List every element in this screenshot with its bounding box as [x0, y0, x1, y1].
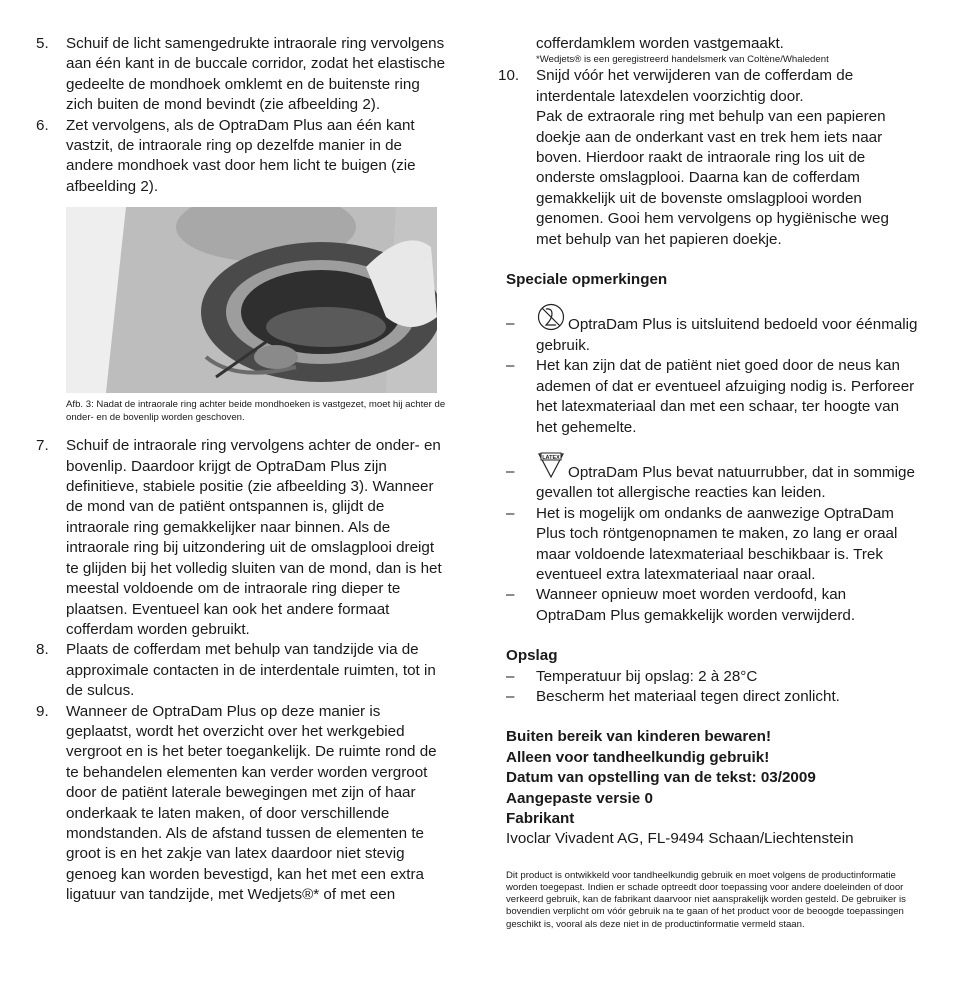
manufacturer-address: Ivoclar Vivadent AG, FL-9494 Schaan/Liechtenstein	[506, 830, 854, 848]
storage-temperature	[506, 667, 918, 687]
special-note-text: Het is mogelijk om ondanks de aanwezige OptraDam Plus toch röntgenopnamen te maken, zo lang er oraal maar voldoende latexmateriaal beschikbaar is. Trek eventueel extra latexmateriaal naar oraal.	[536, 504, 898, 583]
storage-text: Temperatuur bij opslag: 2 à 28°C	[536, 667, 758, 685]
special-note-text: OptraDam Plus bevat natuurrubber, dat in sommige gevallen tot allergische reacties kan leiden.	[536, 463, 915, 502]
special-note-text: Wanneer opnieuw moet worden verdoofd, kan OptraDam Plus gemakkelijk worden verwijderd.	[536, 586, 856, 624]
storage-sunlight	[506, 687, 918, 707]
dash-marker: –	[506, 462, 515, 480]
special-note-breathing	[506, 356, 918, 438]
latex-icon	[536, 450, 566, 480]
step-text: Wanneer de OptraDam Plus op deze manier is geplaatst, wordt het overzicht over het werkgebied vergroot en is het beter toegankelijk. De ruimte rond de te behandelen elementen kan verder worden vergroot door de patiënt laterale bewegingen met zijn of haar onderkaak te laten maken, of door verschillende mondstanden. Als de afstand tussen de elementen te groot is en het zakje van latex daardoor niet stevig genoeg kan worden bevestigd, kan het met een extra ligatuur van tandzijde, met Wedjets®* of met een	[66, 702, 437, 904]
step-number: 8.	[36, 641, 49, 659]
special-note-text: OptraDam Plus is uitsluitend bedoeld voor éénmalig gebruik.	[536, 316, 918, 354]
manufacturer-heading: Fabrikant	[506, 810, 575, 827]
photo-illustration	[66, 207, 437, 393]
step-text: Schuif de intraorale ring vervolgens achter de onder- en bovenlip. Daardoor krijgt de OptraDam Plus zijn definitieve, stabiele positie (zie afbeelding 3). Wanneer de mond van de patiënt ontspannen is, glijdt de intraorale ring gemakkelijker naar binnen. Als de intraorale ring bij uitzondering uit de omslagplooi dreigt te glijden bij het volledig sluiten van de mond, dan is het meestal voldoende om de intraorale ring dieper te plaatsen. Eventueel kan ook het andere formaat cofferdam worden gebruikt.	[66, 437, 442, 638]
figure-caption: Afb. 3: Nadat de intraorale ring achter beide mondhoeken is vastgezet, moet hij achter de onder- en de bovenlip worden geschoven.	[66, 399, 446, 424]
step-text: Zet vervolgens, als de OptraDam Plus aan één kant vastzit, de intraorale ring op dezelfde manier in de andere mondhoek vast door hem licht te buigen (zie afbeelding 2).	[66, 116, 416, 195]
latex-icon-label: LATEX	[542, 454, 560, 461]
special-note-anaesthesia	[506, 585, 918, 626]
dash-marker: –	[506, 687, 515, 705]
warning-children: Buiten bereik van kinderen bewaren!	[506, 728, 772, 746]
disclaimer: Dit product is ontwikkeld voor tandheelkundig gebruik en moet volgens de productinformatie worden toegepast. Indien er schade optreedt door toepassing voor andere doeleinden of door verkeerd gebruik, kan de fabrikant daarvoor niet aansprakelijk worden gesteld. De gebruiker is bovendien verplicht om vóór gebruik na te gaan of het product voor de beoogde toepassingen geschikt is, vooral als deze niet in de productinformatie vermeld staan.	[506, 869, 906, 930]
step-text: Snijd vóór het verwijderen van de cofferdam de interdentale latexdelen voorzichtig door.	[536, 67, 854, 105]
dash-marker: –	[506, 504, 515, 522]
step-9	[36, 702, 448, 906]
dash-marker: –	[506, 315, 515, 333]
special-note-xray	[506, 504, 918, 586]
version: Aangepaste versie 0	[506, 789, 653, 807]
dash-marker: –	[506, 357, 515, 375]
step-number: 7.	[36, 437, 49, 455]
special-note-single-use	[506, 302, 918, 356]
special-notes-heading: Speciale opmerkingen	[506, 271, 668, 289]
step-text: Plaats de cofferdam met behulp van tandzijde via de approximale contacten in de interdentale ruimten, tot in de sulcus.	[66, 641, 436, 700]
step-5	[36, 34, 448, 116]
step-number: 5.	[36, 35, 49, 52]
left-column	[36, 34, 448, 906]
warning-dental-only: Alleen voor tandheelkundig gebruik!	[506, 748, 770, 766]
special-note-text: Het kan zijn dat de patiënt niet goed door de neus kan ademen of dat er eventueel afzuiging nodig is. Perforeer het latexmateriaal dan met een schaar, ter hoogte van het gehemelte.	[536, 357, 915, 436]
figure-3-photo	[66, 207, 437, 393]
trademark-footnote: *Wedjets® is een geregistreerd handelsmerk van Coltène/Whaledent	[536, 54, 829, 66]
step-6	[36, 116, 448, 198]
right-column	[498, 34, 918, 931]
storage-heading: Opslag	[506, 647, 558, 665]
step-text: Schuif de licht samengedrukte intraorale ring vervolgens aan één kant in de buccale corridor, zodat het elastische gedeelte de mondhoek omklemt en de buitenste ring zich buiten de mond bevindt (zie afbeelding 2).	[66, 35, 446, 114]
step-number: 10.	[498, 67, 520, 85]
step-8	[36, 640, 448, 701]
step-text-continued: Pak de extraorale ring met behulp van een papieren doekje aan de onderkant vast en trek hem iets naar boven. Hierdoor raakt de intraorale ring los uit de onderste omslagplooi. Daarna kan de cofferdam gemakkelijk uit de bovenste omslagplooi worden genomen. Gooi hem vervolgens op hygiënische weg met behulp van het papieren doekje.	[536, 108, 889, 248]
step-number: 6.	[36, 116, 49, 134]
single-use-icon	[536, 302, 566, 332]
dash-marker: –	[506, 586, 515, 604]
step-9-continuation: cofferdamklem worden vastgemaakt.	[536, 35, 784, 52]
step-number: 9.	[36, 702, 49, 720]
dash-marker: –	[506, 667, 515, 685]
storage-text: Bescherm het materiaal tegen direct zonlicht.	[536, 687, 840, 705]
text-date: Datum van opstelling van de tekst: 03/2009	[506, 769, 816, 787]
special-note-latex	[506, 450, 918, 504]
step-10	[498, 66, 918, 250]
step-7	[36, 436, 448, 640]
